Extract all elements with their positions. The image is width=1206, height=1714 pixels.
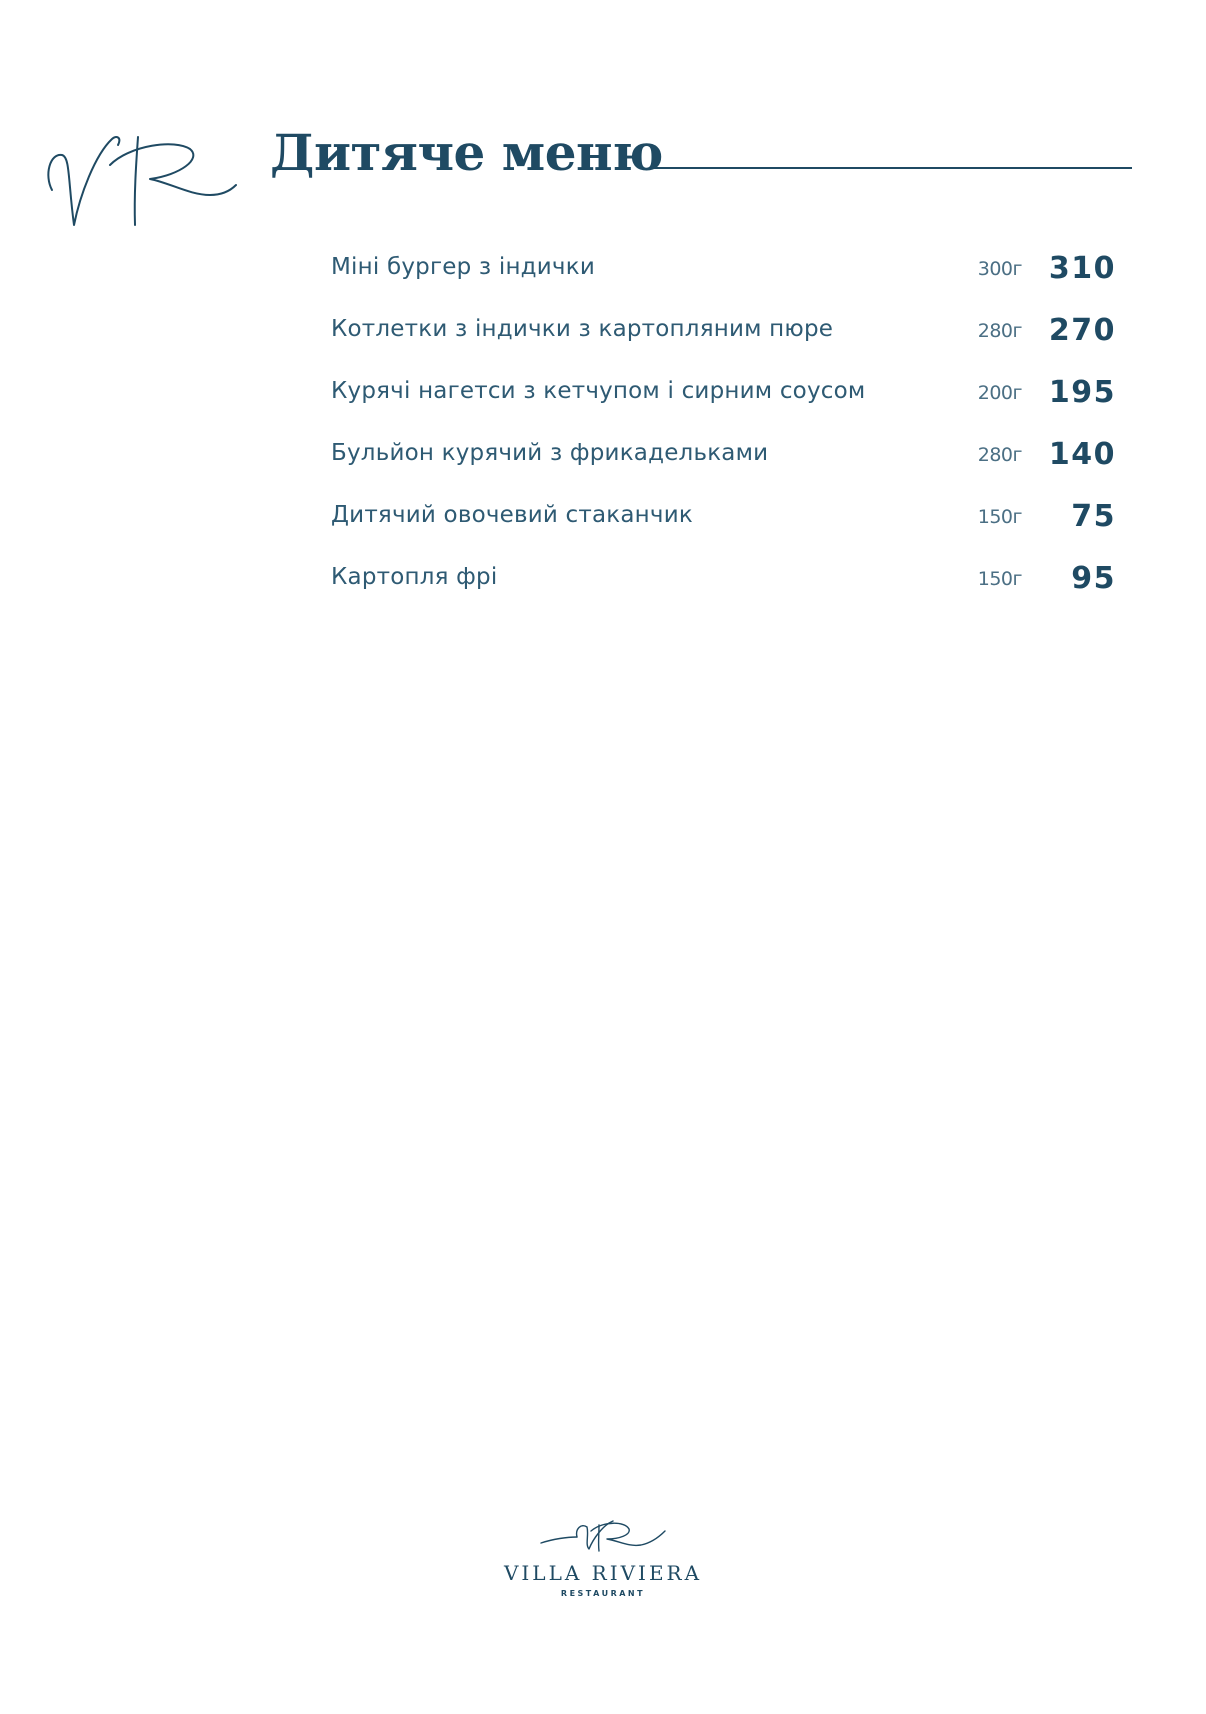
item-price: 95 xyxy=(1071,561,1116,596)
item-price: 195 xyxy=(1048,375,1116,410)
item-weight: 150г xyxy=(977,506,1022,528)
item-name: Курячі нагетси з кетчупом і сирним соусом xyxy=(331,378,866,404)
item-weight: 280г xyxy=(977,444,1022,466)
item-weight: 300г xyxy=(977,258,1022,280)
item-name: Міні бургер з індички xyxy=(331,254,595,280)
menu-list xyxy=(331,251,1116,626)
item-weight: 200г xyxy=(977,382,1022,404)
menu-item xyxy=(331,251,1116,316)
item-price: 140 xyxy=(1048,437,1116,472)
page-title: Дитяче меню xyxy=(270,123,663,182)
item-weight: 280г xyxy=(977,320,1022,342)
item-name: Дитячий овочевий стаканчик xyxy=(331,502,693,528)
item-name: Картопля фрі xyxy=(331,564,498,590)
vr-monogram-logo xyxy=(40,125,240,235)
item-price: 310 xyxy=(1048,251,1116,286)
title-divider xyxy=(650,167,1132,169)
menu-item xyxy=(331,561,1116,626)
brand-subtitle: RESTAURANT xyxy=(560,1589,646,1598)
item-price: 270 xyxy=(1048,313,1116,348)
brand-name: VILLA RIVIERA xyxy=(503,1561,703,1585)
item-name: Котлетки з індички з картопляним пюре xyxy=(331,316,834,342)
menu-item xyxy=(331,499,1116,564)
menu-item xyxy=(331,375,1116,440)
footer-brand-logo xyxy=(0,1515,1206,1598)
menu-item xyxy=(331,437,1116,502)
item-price: 75 xyxy=(1071,499,1116,534)
item-name: Бульйон курячий з фрикадельками xyxy=(331,440,769,466)
menu-item xyxy=(331,313,1116,378)
item-weight: 150г xyxy=(977,568,1022,590)
vr-small-monogram-logo xyxy=(533,1515,673,1557)
